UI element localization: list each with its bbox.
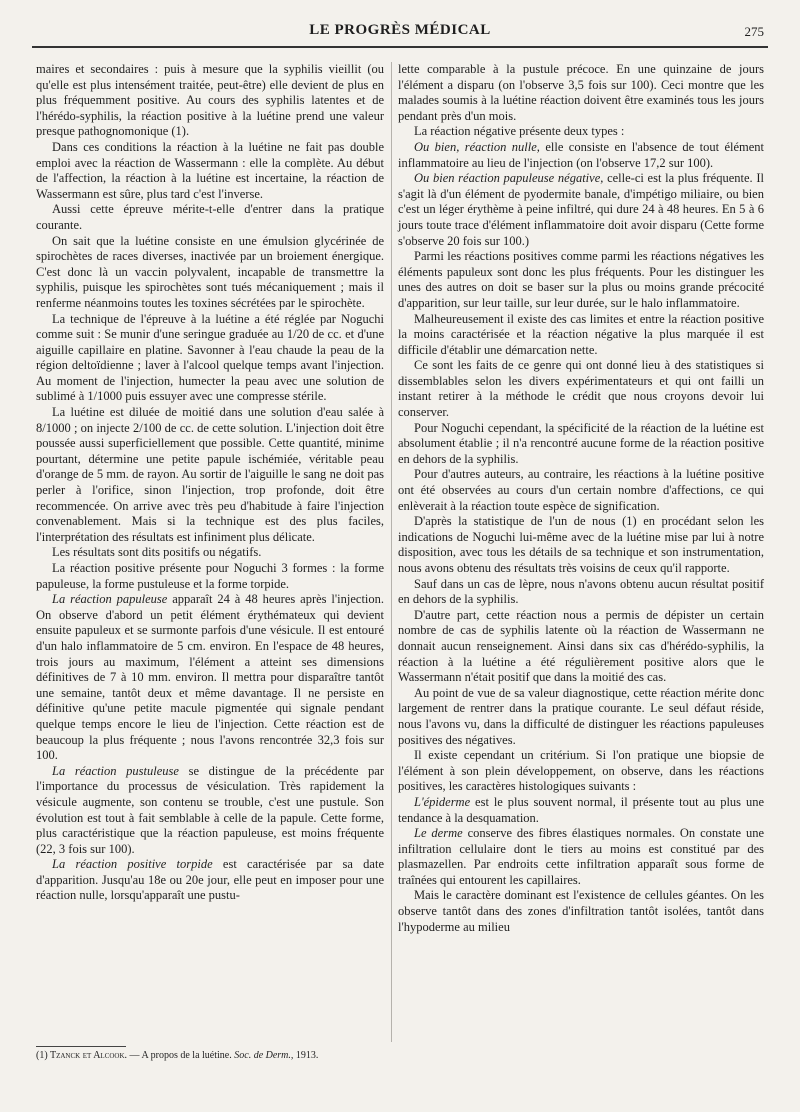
paragraph-text: elle consiste en l'absence de tout élément inflammatoire au lieu de l'injection (on l'observe 17,2 sur 100). <box>398 139 765 170</box>
paragraph <box>398 140 764 171</box>
paragraph: La réaction positive présente pour Noguchi 3 formes : la forme papuleuse, la forme pustuleuse et la forme torpide. <box>36 561 384 591</box>
italic-term: La réaction pustuleuse <box>52 763 179 778</box>
paragraph: Parmi les réactions positives comme parmi les réactions négatives les éléments papuleux sont donc les plus fréquents. Pour les distinguer les unes des autres on doit se baser sur la plus ou moins grande précocité d'apparition, sur leur taille, sur leur durée, sur le halo inflammatoire. <box>398 249 764 310</box>
paragraph: D'après la statistique de l'un de nous (1) en procédant selon les indications de Noguchi lui-même avec de la luétine mise par lui à notre disposition, avec tous les détails de sa technique et son instrumentation, nous avons obtenu des résultats très voisins de ceux qu'il rapporte. <box>398 514 764 575</box>
paragraph: Ce sont les faits de ce genre qui ont donné lieu à des statistiques si dissemblables selon les divers expérimentateurs et qui ont failli un instant retirer à la méthode le crédit que nous croyons devoir lui conserver. <box>398 358 764 420</box>
footnote-journal: Soc. de Derm., <box>234 1050 294 1061</box>
paragraph-text: conserve des fibres élastiques normales. On constate une infiltration cellulaire dont le tiers au moins est constitué par des plasmazellen. Par endroits cette infiltration apparaît sous forme de traînées qui entourent les capillaires. <box>398 826 765 887</box>
page-number: 275 <box>744 24 764 39</box>
left-column <box>36 62 384 1062</box>
italic-term: Ou bien réaction papuleuse négative, <box>414 171 604 186</box>
paragraph <box>398 826 764 888</box>
paragraph: maires et secondaires : puis à mesure que la syphilis vieillit (ou qu'elle est plus intensément traitée, peut-être) elle devient de plus en plus fréquemment positive. Au cours des syphilis latentes et de l'hérédo-syphilis, la réaction positive à la luétine prend une valeur presque pathognomonique (1). <box>36 62 384 139</box>
footnote-text: — A propos de la luétine. <box>127 1050 235 1061</box>
paragraph: La réaction négative présente deux types : <box>414 124 625 139</box>
paragraph <box>398 171 764 249</box>
paragraph: On sait que la luétine consiste en une émulsion glycérinée de spirochètes de races diverses, inactivée par un broiement énergique. C'est donc là un vaccin polyvalent, incapable de transmettre la syphilis, puisque les spirochètes sont tués mécaniquement ; mais il renferme néanmoins toutes les toxines sécrétées par le spirochète. <box>36 233 384 310</box>
paragraph-text: est caractérisée par sa date d'apparition. Jusqu'au 18e ou 20e jour, elle peut en imposer pour une réaction nulle, lorsqu'apparaît une pustu- <box>36 857 384 903</box>
paragraph: La luétine est diluée de moitié dans une solution d'eau salée à 8/1000 ; on injecte 2/100 de cc. de cette solution. L'injection doit être poussée aussi superficiellement que possible. Cette quantité, minime pourtant, détermine une petite papule ischémiée, véritable peau d'orange de 5 mm. de rayon. Au sortir de l'aiguille le sang ne doit pas perler à l'orifice, sinon l'injection, trop profonde, doit être recommencée. On arrive avec très peu d'habitude à faire l'injection convenablement. Mais si la technique est des plus faciles, l'interprétation des résultats est infiniment plus délicate. <box>36 405 384 544</box>
footnote-rule <box>36 1046 126 1047</box>
paragraph: lette comparable à la pustule précoce. En une quinzaine de jours l'élément a disparu (on l'observe 3,5 fois sur 100). Ceci montre que les malades soumis à la luétine réaction doivent être examinés tous les jours pendant près d'un mois. <box>398 62 764 123</box>
paragraph-text: celle-ci est la plus fréquente. Il s'agit là d'un élément de pyodermite banale, d'impétigo miliaire, ou bien c'est un léger érythème à peine infiltré, qui dure 24 à 48 heures. En 5 à 6 jours toute trace d'élément inflammatoire doit avoir disparu (Cette forme s'observe 20 fois sur 100.) <box>398 171 765 248</box>
italic-term: Ou bien, réaction nulle, <box>414 139 540 154</box>
italic-term: La réaction papuleuse <box>52 592 168 607</box>
paragraph-text: apparaît 24 à 48 heures après l'injection. On observe d'abord un petit élément érythémateux qui devient ensuite papuleux et se surmonte parfois d'une vésicule. Il est entouré d'un halo inflammatoire de 5 cm. environ. En l'espace de 48 heures, trois jours au maximum, l'élément a atteint ses dimensions définitives de 7 à 10 mm. environ. Il mettra pour disparaître tantôt une semaine, tantôt deux et même davantage. Il ne persiste en définitive qu'une petite macule pigmentée qui signale pendant quelque temps encore le lieu de l'injection. Cette réaction est de beaucoup la plus fréquente ; nous l'avons rencontrée 32,3 fois sur 100. <box>36 592 385 763</box>
paragraph <box>36 592 384 764</box>
footnote-authors: (1) Tzanck et Alcook. <box>36 1050 128 1061</box>
right-column <box>398 62 764 1082</box>
paragraph: Pour Noguchi cependant, la spécificité de la réaction de la luétine est absolument établie ; il n'a rencontré aucune forme de la réaction positive en dehors de la syphilis. <box>398 420 764 466</box>
paragraph: Malheureusement il existe des cas limites et entre la réaction positive la moins caractérisée et la réaction négative la plus marquée il est difficile d'établir une démarcation nette. <box>398 311 764 357</box>
italic-term: La réaction positive torpide <box>52 857 213 872</box>
paragraph <box>36 764 384 858</box>
header-rule <box>32 46 768 48</box>
paragraph-text: se distingue de la précédente par l'importance du processus de vésiculation. Très rapidement la vésicule augmente, son contenu se trouble, c'est une pustule. Son évolution est tout à fait semblable à celle de la papule. Cette forme, plus caractéristique que la réaction papuleuse, est moins fréquente (22, 3 fois sur 100). <box>36 763 384 856</box>
paragraph <box>398 795 764 826</box>
paragraph <box>36 857 384 904</box>
italic-term: L'épiderme <box>414 794 471 809</box>
italic-term: Le derme <box>414 826 463 841</box>
paragraph: Il existe cependant un critérium. Si l'on pratique une biopsie de l'élément à son plein développement, on observe, dans les réactions positives, les caractères histologiques suivants : <box>398 748 764 794</box>
paragraph: D'autre part, cette réaction nous a permis de dépister un certain nombre de cas de syphilis latente où la réaction de Wassermann ne donnait aucun renseignement. Ainsi dans six cas d'hérédo-syphilis, la réaction à la luétine a été régulièrement positive alors que le Wassermann n'était positif que dans la moitié des cas. <box>398 607 764 685</box>
page-header <box>36 18 764 46</box>
column-separator <box>391 62 392 1042</box>
footnote <box>36 1050 384 1062</box>
paragraph: Au point de vue de sa valeur diagnostique, cette réaction mérite donc largement de rentrer dans la pratique courante. Le seul défaut réside, nous l'avons vu, dans la difficulté de distinguer les réactions papuleuses positives des négatives. <box>398 685 764 747</box>
running-title: LE PROGRÈS MÉDICAL <box>309 22 491 38</box>
paragraph-text: est le plus souvent normal, il présente tout au plus une tendance à la desquamation. <box>398 794 764 825</box>
paragraph: Pour d'autres auteurs, au contraire, les réactions à la luétine positive ont été observées au cours d'un certain nombre d'affections, ce qui enlèverait à la réaction toute espèce de signification. <box>398 467 764 513</box>
paragraph: La technique de l'épreuve à la luétine a été réglée par Noguchi comme suit : Se munir d'une seringue graduée au 1/20 de cc. et d'une aiguille capillaire en platine. Savonner à l'eau chaude la peau de la région deltoïdienne ; laver à l'alcool quelque temps avant l'injection. Au moment de l'injection, humecter la peau avec une solution de sublimé à 1/1000 puis essuyer avec une compresse stérile. <box>36 311 384 404</box>
paragraph: Dans ces conditions la réaction à la luétine ne fait pas double emploi avec la réaction de Wassermann : elle la complète. Au début de l'affection, la réaction à la luétine est incertaine, la réaction de Wassermann est sûre, plus tard c'est l'inverse. <box>36 139 384 201</box>
footnote-year: 1913. <box>293 1050 319 1061</box>
paragraph: Aussi cette épreuve mérite-t-elle d'entrer dans la pratique courante. <box>36 202 384 232</box>
paragraph: Mais le caractère dominant est l'existence de cellules géantes. On les observe tantôt dans des zones d'infiltration tantôt isolées, tantôt dans l'hypoderme au milieu <box>398 888 764 934</box>
paragraph: Les résultats sont dits positifs ou négatifs. <box>52 545 262 560</box>
paragraph: Sauf dans un cas de lèpre, nous n'avons obtenu aucun résultat positif en dehors de la syphilis. <box>398 576 764 607</box>
